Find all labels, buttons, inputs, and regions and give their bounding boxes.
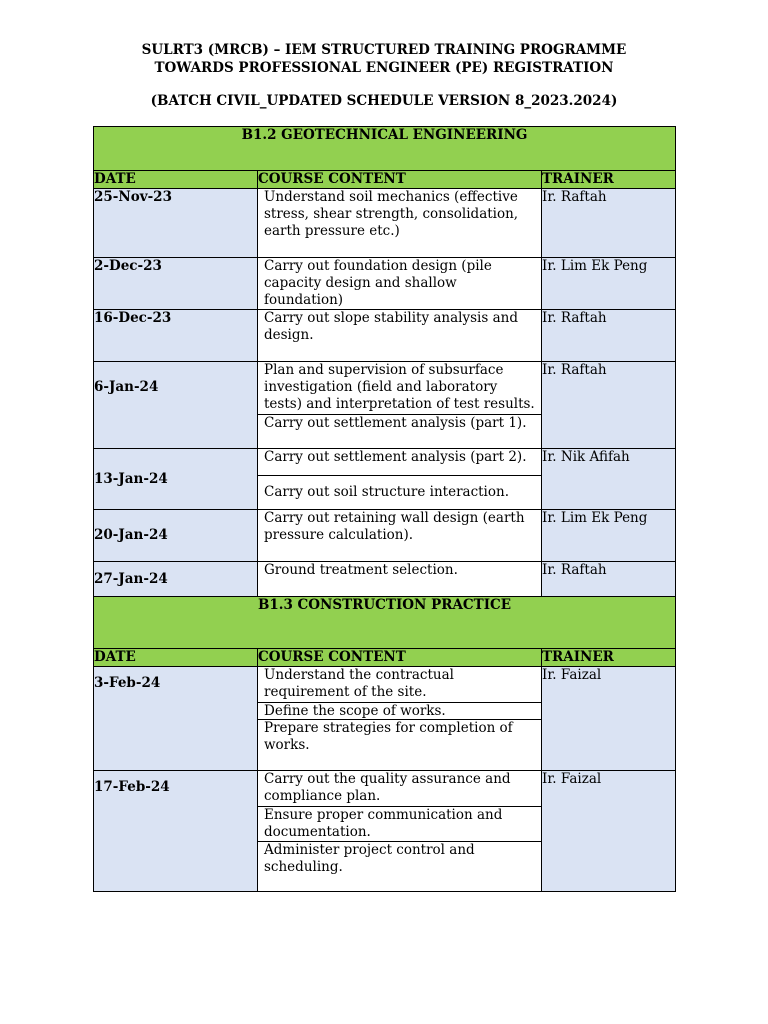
row-content [258, 449, 542, 510]
row-trainer: Ir. Faizal [542, 667, 676, 771]
table-row [94, 667, 676, 771]
row-date: 3-Feb-24 [94, 667, 258, 771]
content-item: Ensure proper communication and documentation. [258, 806, 541, 841]
col-header-trainer: TRAINER [542, 171, 676, 189]
table-row [94, 510, 676, 562]
section-header-row [94, 597, 676, 649]
table-row [94, 189, 676, 258]
content-item: Carry out slope stability analysis and design. [264, 310, 518, 343]
row-trainer: Ir. Raftah [542, 362, 676, 449]
table-row [94, 562, 676, 597]
row-trainer: Ir. Raftah [542, 310, 676, 362]
section-header-row [94, 127, 676, 171]
row-content [258, 667, 542, 771]
content-item: Understand soil mechanics (effective stress, shear strength, consolidation, earth pressure etc.) [264, 189, 519, 239]
col-header-trainer: TRAINER [542, 649, 676, 667]
doc-subtitle: (BATCH CIVIL_UPDATED SCHEDULE VERSION 8_2023.2024) [150, 93, 618, 109]
row-trainer: Ir. Raftah [542, 189, 676, 258]
row-content [258, 362, 542, 449]
section-title-geotechnical: B1.2 GEOTECHNICAL ENGINEERING [94, 127, 676, 171]
content-item: Carry out foundation design (pile capacity design and shallow foundation) [264, 258, 492, 308]
schedule-table [93, 126, 676, 892]
table-row [94, 362, 676, 449]
row-trainer: Ir. Raftah [542, 562, 676, 597]
row-date: 13-Jan-24 [94, 449, 258, 510]
content-item: Carry out settlement analysis (part 2). [264, 449, 527, 465]
row-date: 16-Dec-23 [94, 310, 258, 362]
content-item: Carry out retaining wall design (earth pressure calculation). [264, 510, 525, 543]
row-trainer: Ir. Lim Ek Peng [542, 510, 676, 562]
row-content [258, 562, 542, 597]
col-header-content: COURSE CONTENT [258, 649, 542, 667]
content-item: Carry out soil structure interaction. [258, 475, 541, 501]
content-item: Understand the contractual requirement of the site. [264, 667, 454, 700]
content-item: Ground treatment selection. [264, 562, 458, 578]
section-title-construction: B1.3 CONSTRUCTION PRACTICE [94, 597, 676, 649]
content-item: Carry out the quality assurance and compliance plan. [264, 771, 511, 804]
col-header-date: DATE [94, 649, 258, 667]
row-date: 25-Nov-23 [94, 189, 258, 258]
col-header-date: DATE [94, 171, 258, 189]
table-row [94, 449, 676, 510]
content-item: Define the scope of works. [258, 702, 541, 719]
table-row [94, 771, 676, 892]
doc-title-line1: SULRT3 (MRCB) – IEM STRUCTURED TRAINING PROGRAMME [141, 42, 627, 58]
row-trainer: Ir. Lim Ek Peng [542, 258, 676, 310]
content-item: Prepare strategies for completion of works. [258, 719, 541, 754]
row-content [258, 310, 542, 362]
row-date: 17-Feb-24 [94, 771, 258, 892]
row-content [258, 258, 542, 310]
content-item: Administer project control and scheduling. [258, 841, 541, 876]
col-header-content: COURSE CONTENT [258, 171, 542, 189]
table-row [94, 310, 676, 362]
row-date: 27-Jan-24 [94, 562, 258, 597]
row-content [258, 189, 542, 258]
table-row [94, 258, 676, 310]
doc-title-line2: TOWARDS PROFESSIONAL ENGINEER (PE) REGISTRATION [154, 60, 614, 76]
row-date: 2-Dec-23 [94, 258, 258, 310]
column-header-row [94, 649, 676, 667]
content-item: Carry out settlement analysis (part 1). [258, 414, 541, 432]
row-trainer: Ir. Faizal [542, 771, 676, 892]
content-item: Plan and supervision of subsurface investigation (field and laboratory tests) and interpretation of test results. [264, 362, 535, 412]
row-date: 20-Jan-24 [94, 510, 258, 562]
row-date: 6-Jan-24 [94, 362, 258, 449]
column-header-row [94, 171, 676, 189]
row-trainer: Ir. Nik Afifah [542, 449, 676, 510]
row-content [258, 510, 542, 562]
row-content [258, 771, 542, 892]
